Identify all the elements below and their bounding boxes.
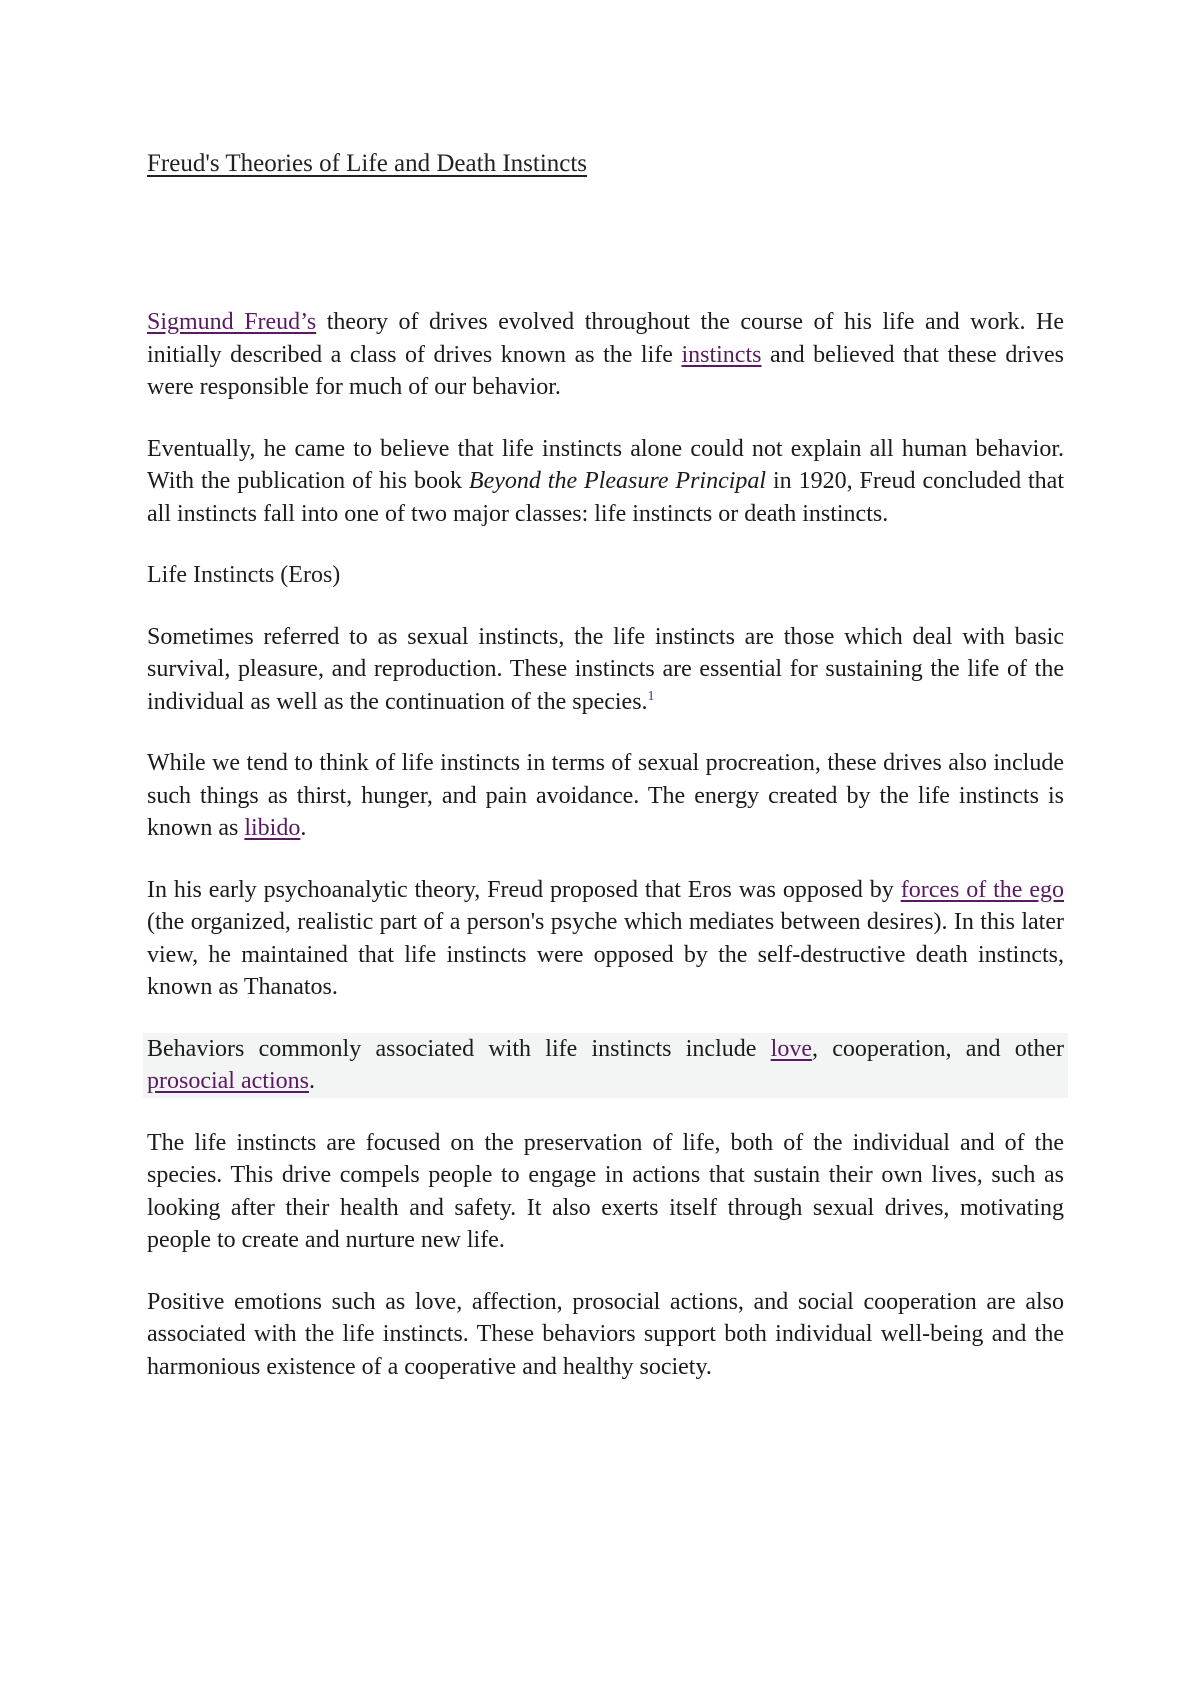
document-body [147, 306, 1064, 1412]
forces-of-the-ego-link[interactable]: forces of the ego [900, 876, 1065, 903]
libido-link[interactable]: libido [244, 815, 301, 841]
footnote-reference[interactable]: 1 [647, 688, 655, 704]
instincts-link[interactable]: instincts [681, 341, 762, 368]
paragraph-8: Positive emotions such as love, affection, prosocial actions, and social cooperation are also associated with the life instincts. These behaviors support both individual well-being and the harmonious existence of a cooperative and healthy society. [147, 1288, 1064, 1380]
paragraph-4: While we tend to think of life instincts in terms of sexual procreation, these drives also include such things as thirst, hunger, and pain avoidance. The energy created by the life instincts is known as libido. [147, 750, 1064, 841]
book-title: Beyond the Pleasure Principal [468, 468, 767, 494]
paragraph-1: Sigmund Freud’s theory of drives evolved throughout the course of his life and work. He initially described a class of drives known as the life instincts and believed that these drives were responsible for much of our behavior. [147, 309, 1065, 400]
paragraph-3: Sometimes referred to as sexual instincts, the life instincts are those which deal with basic survival, pleasure, and reproduction. These instincts are essential for sustaining the life of the individual as well as the continuation of the species.$^1$ [147, 623, 1064, 715]
document-title: Freud's Theories of Life and Death Instincts [147, 150, 588, 177]
paragraph-6-highlighted: Behaviors commonly associated with life instincts include love, cooperation, and other prosocial actions. [143, 1033, 1068, 1098]
love-link[interactable]: love [770, 1035, 812, 1062]
paragraph-2: Eventually, he came to believe that life instincts alone could not explain all human behavior. With the publication of his book Beyond the Pleasure Principal in 1920, Freud concluded that all instincts fall into one of two major classes: life instincts or death instincts. [147, 435, 1064, 527]
section-heading: Life Instincts (Eros) [147, 562, 341, 588]
paragraph-7: The life instincts are focused on the preservation of life, both of the individual and of the species. This drive compels people to engage in actions that sustain their own lives, such as looking after their health and safety. It also exerts itself through sexual drives, motivating people to create and nurture new life. [147, 1129, 1064, 1253]
prosocial-actions-link[interactable]: prosocial actions [147, 1068, 309, 1094]
sigmund-freud-link[interactable]: Sigmund Freud’s [147, 309, 317, 335]
paragraph-5: In his early psychoanalytic theory, Freud proposed that Eros was opposed by forces of the ego (the organized, realistic part of a person's psyche which mediates between desires). In this later view, he maintained that life instincts were opposed by the self-destructive death instincts, known as Thanatos. [147, 876, 1065, 1000]
